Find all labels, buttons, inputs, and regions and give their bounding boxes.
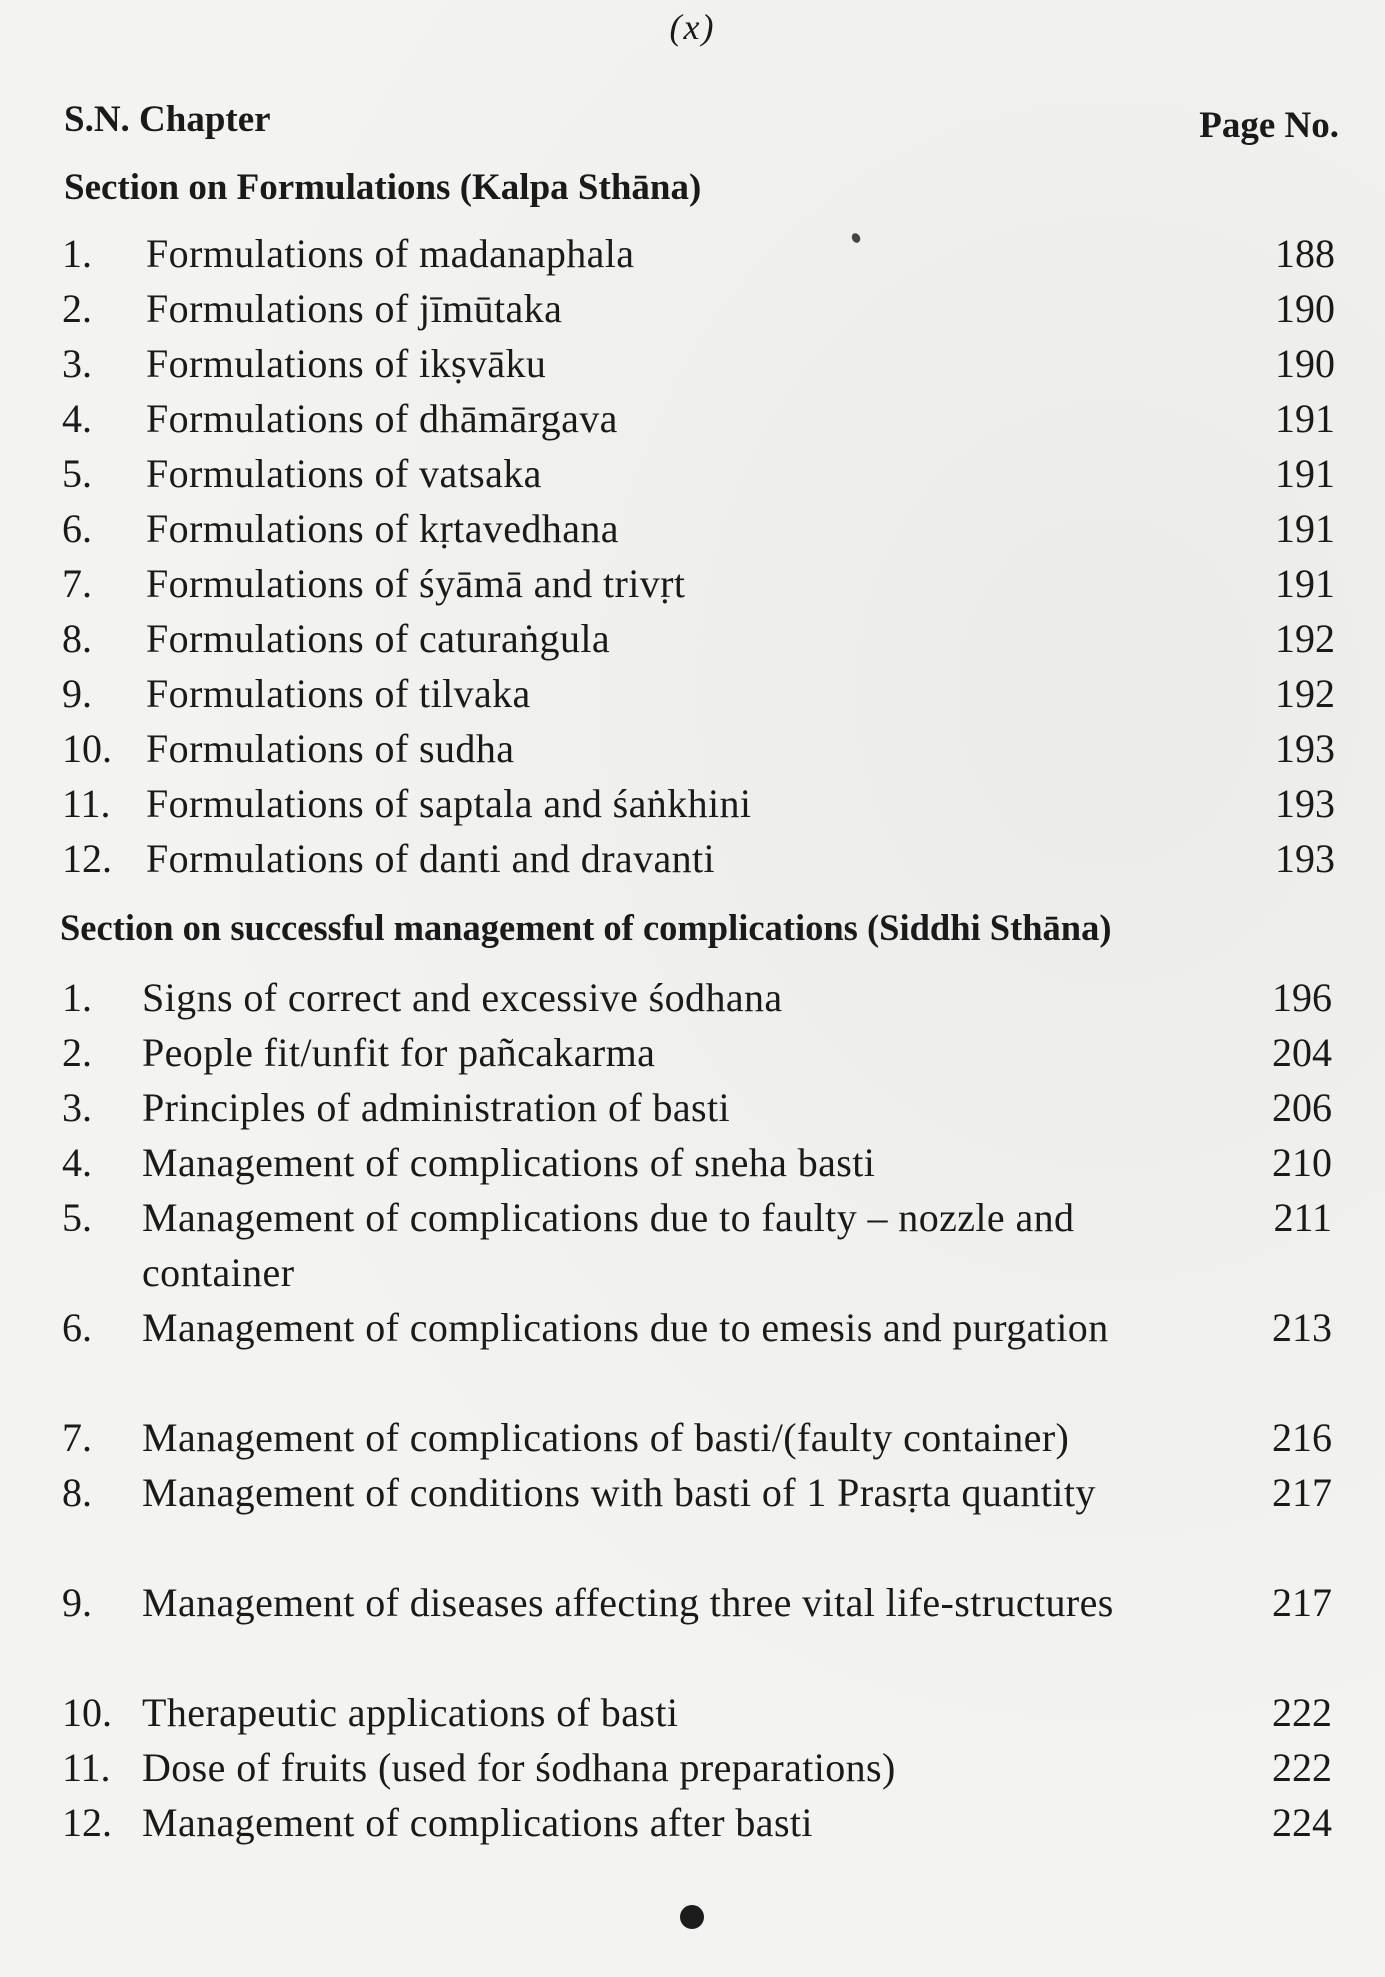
entry-title: Formulations of śyāmā and trivṛt [146, 561, 686, 606]
toc-entry [0, 446, 1385, 501]
entry-title: Formulations of madanaphala [146, 231, 635, 276]
entry-title: Management of complications of basti/(faulty container) [142, 1415, 1070, 1460]
entry-number: 12. [62, 836, 112, 881]
entry-title: Management of complications after basti [142, 1800, 813, 1845]
entry-page: 217 [1272, 1580, 1332, 1625]
toc-entry [0, 1795, 1385, 1850]
entry-title: Formulations of tilvaka [146, 671, 531, 716]
entry-number: 3. [62, 1085, 92, 1130]
entry-number: 11. [62, 781, 111, 826]
toc-list-siddhi [0, 970, 1385, 1850]
entry-title: Formulations of vatsaka [146, 451, 542, 496]
entry-title: Management of complications due to faulty – nozzle and container [142, 1195, 1075, 1295]
entry-page: 224 [1272, 1800, 1332, 1845]
entry-page: 191 [1275, 506, 1335, 551]
toc-entry [0, 391, 1385, 446]
entry-number: 12. [62, 1800, 112, 1845]
toc-entry [0, 336, 1385, 391]
toc-entry [0, 1300, 1385, 1410]
header-page-no: Page No. [1199, 105, 1339, 146]
toc-entry [0, 1410, 1385, 1465]
header-sn-chapter: S.N. Chapter [64, 99, 271, 140]
entry-page: 222 [1272, 1690, 1332, 1735]
entry-page: 204 [1272, 1030, 1332, 1075]
entry-title: People fit/unfit for pañcakarma [142, 1030, 656, 1075]
entry-title: Formulations of ikṣvāku [146, 341, 547, 386]
entry-page: 210 [1272, 1140, 1332, 1185]
entry-number: 9. [62, 671, 92, 716]
entry-page: 191 [1275, 451, 1335, 496]
entry-page: 222 [1272, 1745, 1332, 1790]
entry-page: 211 [1273, 1195, 1332, 1240]
section-title-kalpa: Section on Formulations (Kalpa Sthāna) [64, 167, 702, 208]
toc-entry [0, 1465, 1385, 1575]
entry-number: 6. [62, 506, 92, 551]
section-title-siddhi: Section on successful management of complications (Siddhi Sthāna) [60, 907, 1112, 948]
entry-page: 192 [1275, 616, 1335, 661]
entry-page: 196 [1272, 975, 1332, 1020]
entry-title: Management of complications due to emesis and purgation [142, 1305, 1109, 1350]
entry-number: 5. [62, 1195, 92, 1240]
entry-title: Therapeutic applications of basti [142, 1690, 679, 1735]
entry-title: Management of diseases affecting three vital life-structures [142, 1580, 1114, 1625]
toc-entry [0, 721, 1385, 776]
entry-number: 7. [62, 561, 92, 606]
entry-title: Principles of administration of basti [142, 1085, 731, 1130]
entry-number: 2. [62, 286, 92, 331]
entry-page: 213 [1272, 1305, 1332, 1350]
toc-entry [0, 556, 1385, 611]
entry-number: 8. [62, 616, 92, 661]
entry-page: 190 [1275, 341, 1335, 386]
entry-title: Formulations of kṛtavedhana [146, 506, 619, 551]
entry-title: Formulations of saptala and śaṅkhini [146, 781, 752, 826]
entry-title: Dose of fruits (used for śodhana preparations) [142, 1745, 896, 1790]
toc-entry [0, 226, 1385, 281]
entry-title: Formulations of caturaṅgula [146, 616, 611, 661]
entry-number: 8. [62, 1470, 92, 1515]
toc-entry [0, 1575, 1385, 1685]
toc-entry [0, 1080, 1385, 1135]
toc-entry [0, 1740, 1385, 1795]
entry-number: 5. [62, 451, 92, 496]
entry-number: 6. [62, 1305, 92, 1350]
entry-page: 216 [1272, 1415, 1332, 1460]
entry-page: 190 [1275, 286, 1335, 331]
toc-entry [0, 1025, 1385, 1080]
entry-title: Formulations of jīmūtaka [146, 286, 563, 331]
toc-entry [0, 1190, 1385, 1300]
entry-number: 4. [62, 1140, 92, 1185]
toc-entry [0, 1135, 1385, 1190]
entry-number: 9. [62, 1580, 92, 1625]
entry-number: 3. [62, 341, 92, 386]
entry-number: 7. [62, 1415, 92, 1460]
entry-title: Formulations of dhāmārgava [146, 396, 618, 441]
entry-title: Signs of correct and excessive śodhana [142, 975, 783, 1020]
entry-number: 4. [62, 396, 92, 441]
entry-page: 192 [1275, 671, 1335, 716]
bottom-bullet-dot [680, 1905, 704, 1929]
toc-entry [0, 666, 1385, 721]
toc-entry [0, 501, 1385, 556]
entry-number: 1. [62, 231, 92, 276]
entry-number: 2. [62, 1030, 92, 1075]
entry-number: 11. [62, 1745, 111, 1790]
entry-title: Formulations of danti and dravanti [146, 836, 716, 881]
entry-page: 193 [1275, 836, 1335, 881]
entry-page: 206 [1272, 1085, 1332, 1130]
entry-page: 193 [1275, 726, 1335, 771]
entry-page: 193 [1275, 781, 1335, 826]
toc-entry [0, 776, 1385, 831]
entry-page: 188 [1275, 231, 1335, 276]
toc-entry [0, 831, 1385, 886]
entry-page: 191 [1275, 561, 1335, 606]
toc-entry [0, 970, 1385, 1025]
entry-page: 191 [1275, 396, 1335, 441]
toc-entry [0, 1685, 1385, 1740]
roman-page-number: (x) [669, 7, 716, 47]
toc-entry [0, 281, 1385, 336]
entry-number: 1. [62, 975, 92, 1020]
entry-number: 10. [62, 726, 112, 771]
entry-page: 217 [1272, 1470, 1332, 1515]
entry-title: Management of complications of sneha basti [142, 1140, 876, 1185]
entry-number: 10. [62, 1690, 112, 1735]
entry-title: Management of conditions with basti of 1 Prasṛta quantity [142, 1470, 1096, 1515]
toc-list-kalpa [0, 226, 1385, 886]
entry-title: Formulations of sudha [146, 726, 515, 771]
toc-entry [0, 611, 1385, 666]
